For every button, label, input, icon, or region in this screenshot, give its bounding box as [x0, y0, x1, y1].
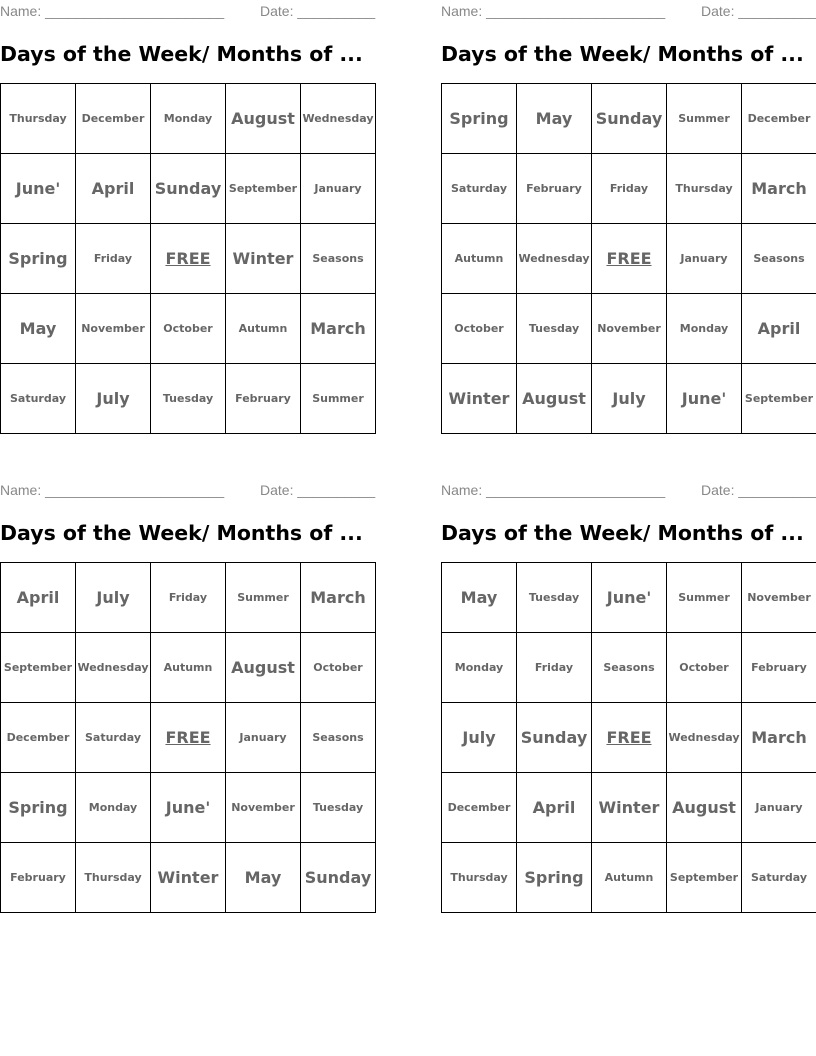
grid-cell: Sunday [301, 843, 376, 913]
grid-cell: January [226, 703, 301, 773]
name-field-label: Name: _______________________ [441, 3, 666, 19]
grid-cell: July [442, 703, 517, 773]
grid-cell: April [517, 773, 592, 843]
grid-row [442, 773, 816, 843]
date-field-label: Date: __________ [260, 3, 376, 19]
name-field-label: Name: _______________________ [0, 3, 225, 19]
card-title: Days of the Week/ Months of ... [441, 42, 804, 66]
grid-row [1, 154, 376, 224]
grid-cell: August [517, 364, 592, 434]
name-field-label: Name: _______________________ [0, 482, 225, 498]
grid-row [1, 843, 376, 913]
bingo-card-4 [441, 479, 816, 911]
grid-cell: October [151, 294, 226, 364]
grid-cell: Autumn [151, 633, 226, 703]
grid-cell: February [1, 843, 76, 913]
grid-row [442, 563, 816, 633]
card-title: Days of the Week/ Months of ... [441, 521, 804, 545]
grid-cell: Summer [226, 563, 301, 633]
grid-cell: Thursday [76, 843, 151, 913]
grid-row [442, 703, 816, 773]
grid-cell: June' [667, 364, 742, 434]
grid-cell: Autumn [442, 224, 517, 294]
grid-cell: Monday [442, 633, 517, 703]
grid-cell: Friday [76, 224, 151, 294]
grid-cell: November [226, 773, 301, 843]
card-title: Days of the Week/ Months of ... [0, 42, 363, 66]
grid-cell: Friday [592, 154, 667, 224]
grid-row [442, 633, 816, 703]
grid-cell: Thursday [442, 843, 517, 913]
bingo-card-1 [0, 0, 376, 432]
grid-cell: March [742, 703, 816, 773]
grid-cell: August [226, 633, 301, 703]
grid-cell: May [442, 563, 517, 633]
grid-cell: Seasons [301, 703, 376, 773]
grid-cell: Summer [667, 563, 742, 633]
grid-cell: Autumn [226, 294, 301, 364]
grid-cell: May [226, 843, 301, 913]
grid-cell: July [76, 563, 151, 633]
bingo-grid [0, 562, 376, 913]
grid-cell: January [742, 773, 816, 843]
grid-cell: Tuesday [517, 563, 592, 633]
free-space-cell: FREE [151, 224, 226, 294]
bingo-grid [441, 83, 816, 434]
grid-row [1, 294, 376, 364]
grid-cell: Thursday [667, 154, 742, 224]
grid-cell: Seasons [301, 224, 376, 294]
grid-cell: Tuesday [517, 294, 592, 364]
grid-cell: December [442, 773, 517, 843]
grid-cell: November [742, 563, 816, 633]
grid-cell: Summer [301, 364, 376, 434]
grid-cell: Friday [151, 563, 226, 633]
grid-row [1, 224, 376, 294]
grid-cell: August [226, 84, 301, 154]
grid-cell: Spring [517, 843, 592, 913]
grid-cell: November [76, 294, 151, 364]
grid-cell: February [742, 633, 816, 703]
free-space-cell: FREE [592, 224, 667, 294]
grid-cell: Wednesday [667, 703, 742, 773]
grid-cell: July [592, 364, 667, 434]
grid-cell: Wednesday [76, 633, 151, 703]
grid-row [442, 294, 816, 364]
grid-cell: Winter [442, 364, 517, 434]
grid-cell: September [667, 843, 742, 913]
grid-cell: Seasons [742, 224, 816, 294]
name-field-label: Name: _______________________ [441, 482, 666, 498]
grid-cell: Thursday [1, 84, 76, 154]
date-field-label: Date: __________ [260, 482, 376, 498]
free-space-cell: FREE [592, 703, 667, 773]
grid-cell: January [667, 224, 742, 294]
grid-cell: Sunday [517, 703, 592, 773]
grid-cell: Monday [667, 294, 742, 364]
grid-cell: September [226, 154, 301, 224]
grid-row [1, 773, 376, 843]
grid-row [442, 843, 816, 913]
grid-cell: April [1, 563, 76, 633]
grid-row [442, 84, 816, 154]
grid-cell: Sunday [592, 84, 667, 154]
grid-cell: November [592, 294, 667, 364]
grid-cell: February [517, 154, 592, 224]
grid-cell: Autumn [592, 843, 667, 913]
grid-cell: June' [151, 773, 226, 843]
grid-cell: Winter [226, 224, 301, 294]
grid-cell: December [742, 84, 816, 154]
grid-cell: March [301, 563, 376, 633]
grid-cell: Saturday [442, 154, 517, 224]
bingo-card-3 [0, 479, 376, 911]
grid-cell: May [517, 84, 592, 154]
grid-cell: Spring [442, 84, 517, 154]
grid-cell: October [301, 633, 376, 703]
grid-cell: Winter [592, 773, 667, 843]
grid-cell: February [226, 364, 301, 434]
grid-row [1, 633, 376, 703]
grid-cell: Sunday [151, 154, 226, 224]
grid-row [442, 154, 816, 224]
grid-cell: Saturday [76, 703, 151, 773]
grid-cell: September [1, 633, 76, 703]
bingo-grid [441, 562, 816, 913]
grid-cell: December [76, 84, 151, 154]
bingo-grid [0, 83, 376, 434]
free-space-cell: FREE [151, 703, 226, 773]
grid-row [1, 563, 376, 633]
grid-cell: April [76, 154, 151, 224]
grid-row [442, 364, 816, 434]
grid-cell: July [76, 364, 151, 434]
grid-row [1, 703, 376, 773]
grid-cell: May [1, 294, 76, 364]
grid-cell: June' [592, 563, 667, 633]
grid-cell: Saturday [742, 843, 816, 913]
grid-row [1, 364, 376, 434]
grid-cell: September [742, 364, 816, 434]
grid-cell: Tuesday [301, 773, 376, 843]
grid-cell: Monday [76, 773, 151, 843]
grid-cell: Wednesday [517, 224, 592, 294]
grid-cell: Friday [517, 633, 592, 703]
grid-row [1, 84, 376, 154]
grid-cell: Winter [151, 843, 226, 913]
grid-cell: March [301, 294, 376, 364]
grid-cell: April [742, 294, 816, 364]
grid-cell: Monday [151, 84, 226, 154]
grid-cell: October [667, 633, 742, 703]
grid-cell: Spring [1, 224, 76, 294]
card-title: Days of the Week/ Months of ... [0, 521, 363, 545]
grid-cell: December [1, 703, 76, 773]
grid-cell: Spring [1, 773, 76, 843]
grid-cell: Saturday [1, 364, 76, 434]
grid-cell: August [667, 773, 742, 843]
grid-cell: January [301, 154, 376, 224]
grid-row [442, 224, 816, 294]
date-field-label: Date: __________ [701, 3, 816, 19]
grid-cell: October [442, 294, 517, 364]
grid-cell: Summer [667, 84, 742, 154]
grid-cell: Wednesday [301, 84, 376, 154]
grid-cell: March [742, 154, 816, 224]
grid-cell: June' [1, 154, 76, 224]
grid-cell: Seasons [592, 633, 667, 703]
date-field-label: Date: __________ [701, 482, 816, 498]
bingo-card-2 [441, 0, 816, 432]
grid-cell: Tuesday [151, 364, 226, 434]
